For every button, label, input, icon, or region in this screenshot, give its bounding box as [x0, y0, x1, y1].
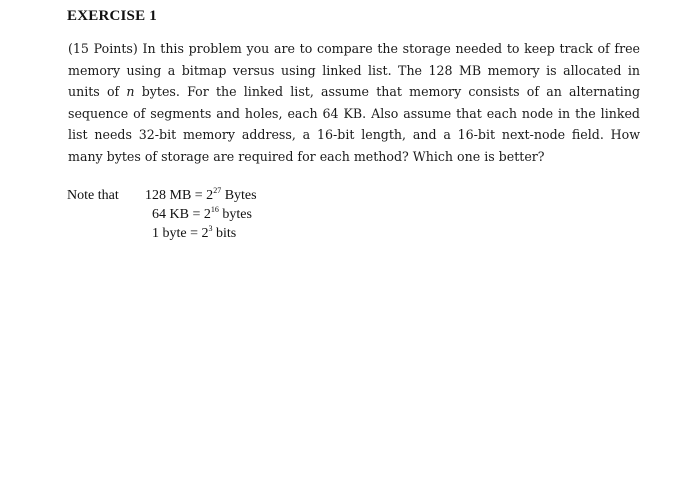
note-line-exponent: 16	[210, 205, 219, 214]
note-line-unit: bytes	[218, 207, 252, 222]
note-line-exponent: 27	[213, 186, 222, 195]
problem-text-part1: (15 Points) In this problem you are to compare the storage needed to keep track of free memory using a bitmap versus using linked list. The 128 MB memory is allocated in units of	[68, 41, 640, 100]
note-line-unit: bits	[212, 226, 237, 241]
exercise-heading: EXERCISE 1	[67, 8, 157, 24]
note-line-megabytes	[145, 188, 257, 204]
problem-text-part2: bytes. For the linked list, assume that memory consists of an alternating sequence of segments and holes, each 64 KB. Also assume that each node in the linked list needs 32-bit memory address, a 16-bit length, and a 16-bit next-node field. How many bytes of storage are required for each method? Which one is better?	[68, 84, 641, 164]
note-line-byte	[152, 226, 236, 242]
note-line-lhs: 64 KB = 2	[152, 207, 211, 222]
note-label: Note that	[67, 188, 119, 203]
problem-paragraph	[68, 38, 640, 168]
note-line-lhs: 1 byte = 2	[152, 226, 209, 241]
note-line-exponent: 3	[208, 224, 213, 233]
note-line-unit: Bytes	[221, 188, 257, 203]
note-line-lhs: 128 MB = 2	[145, 188, 214, 203]
note-line-kilobytes	[152, 207, 252, 223]
unit-variable: n	[126, 84, 135, 100]
